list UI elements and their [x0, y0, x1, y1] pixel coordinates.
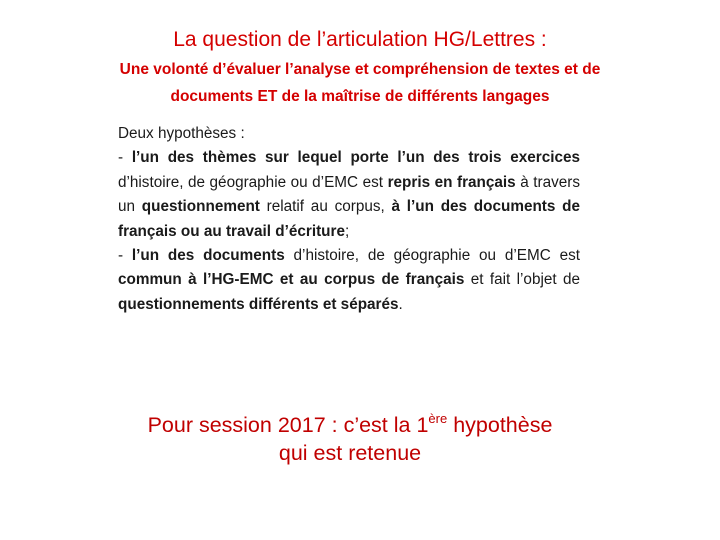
hypothesis-1-bold-1: l’un des thèmes sur lequel porte l’un des trois exercices	[131, 149, 580, 167]
hypothesis-1-bold-3: questionnement	[141, 198, 260, 216]
hypothesis-1-text-1: d’histoire, de géographie ou d’EMC est	[118, 173, 388, 191]
hypotheses-heading: Deux hypothèses :	[118, 125, 245, 142]
hypothesis-1-text-3: relatif au corpus,	[259, 198, 392, 216]
hypothesis-2-bold-2: commun à l’HG-EMC et au corpus de français	[118, 271, 465, 289]
hypothesis-1	[118, 146, 580, 244]
conclusion-superscript: ère	[428, 411, 448, 426]
slide-subtitle	[40, 56, 680, 110]
conclusion-post: hypothèse	[447, 413, 553, 437]
hypothesis-2-text-1: d’histoire, de géographie ou d’EMC est	[284, 247, 580, 265]
subtitle-line-1: Une volonté d’évaluer l’analyse et compréhension de textes et de	[119, 61, 601, 78]
hypothesis-1-dash: -	[118, 149, 132, 167]
hypothesis-2	[118, 244, 580, 317]
hypothesis-2-text-2: et fait l’objet de	[464, 271, 580, 289]
subtitle-line-2: documents ET de la maîtrise de différents langages	[170, 88, 550, 105]
conclusion-pre: Pour session 2017 : c’est la 1	[147, 413, 429, 437]
hypothesis-1-bold-2: repris en français	[387, 173, 516, 191]
conclusion	[100, 411, 600, 467]
hypothesis-2-bold-3: questionnements différents et séparés	[118, 295, 399, 313]
hypothesis-1-bold-4: à l’un des documents de français ou au travail d’écriture	[118, 198, 580, 240]
hypotheses-text	[118, 122, 580, 317]
hypothesis-2-dash: -	[118, 247, 132, 265]
hypothesis-1-text-4: ;	[345, 222, 350, 240]
conclusion-line-1	[100, 411, 600, 439]
hypothesis-2-text-3: .	[398, 295, 403, 313]
slide-title: La question de l’articulation HG/Lettres :	[173, 28, 547, 51]
conclusion-line-2: qui est retenue	[278, 441, 422, 465]
hypothesis-1-text-2: à travers un	[118, 173, 580, 216]
hypothesis-2-bold-1: l’un des documents	[131, 247, 285, 265]
